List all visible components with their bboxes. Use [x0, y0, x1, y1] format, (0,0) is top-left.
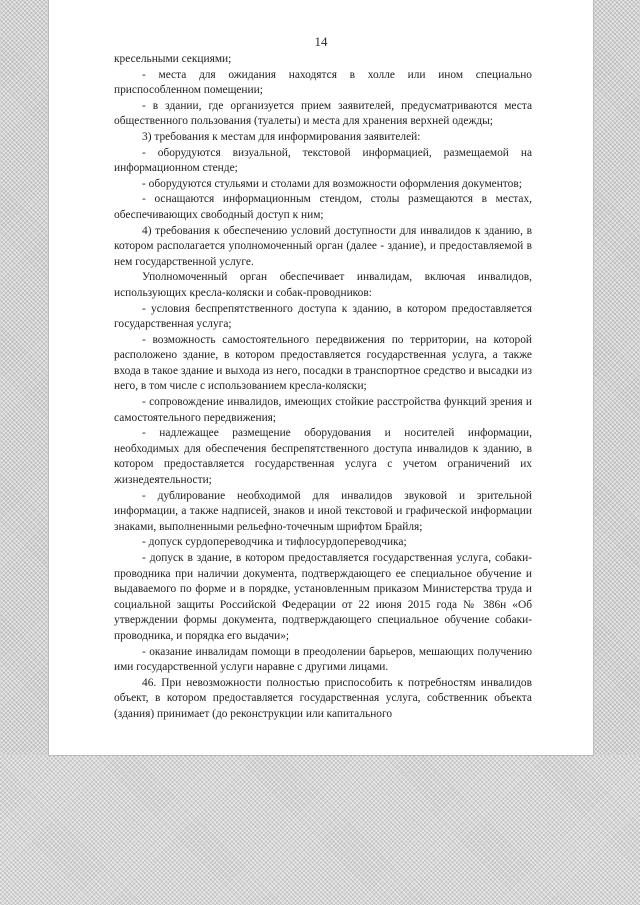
paragraph: 3) требования к местам для информирования заявителей:	[142, 130, 421, 143]
paragraph: - возможность самостоятельного передвижения по территории, на которой расположено здание, в котором предоставляется государственная услуга, а также входа в такое здание и выхода из него, посадки в транспортное средство и высадки из него, в том числе с использованием кресла-коляски;	[114, 333, 532, 393]
paragraph: - допуск в здание, в котором предоставляется государственная услуга, собаки-проводника при наличии документа, подтверждающего ее специальное обучение и выдаваемого по форме и в порядке, установленным приказом Министерства труда и социальной защиты Российской Федерации от 22 июня 2015 года № 386н «Об утверждении формы документа, подтверждающего специальное обучение собаки-проводника, и порядка его выдачи»;	[114, 552, 532, 642]
paragraph: - в здании, где организуется прием заявителей, предусматриваются места общественного пользования (туалеты) и места для хранения верхней одежды;	[114, 99, 532, 128]
paragraph: 46. При невозможности полностью приспособить к потребностям инвалидов объект, в котором предоставляется государственная услуга, собственник объекта (здания) принимает (до реконструкции или капитального	[114, 676, 532, 720]
paragraph: - оказание инвалидам помощи в преодолении барьеров, мешающих получению ими государственной услуги наравне с другими лицами.	[114, 645, 532, 674]
paragraph: - места для ожидания находятся в холле или ином специально приспособленном помещении;	[114, 68, 532, 97]
paragraph: кресельными секциями;	[114, 53, 232, 65]
body-text	[114, 52, 532, 723]
paragraph: Уполномоченный орган обеспечивает инвалидам, включая инвалидов, использующих кресла-коляски и собак-проводников:	[114, 271, 532, 299]
paragraph: 4) требования к обеспечению условий доступности для инвалидов к зданию, в котором располагается уполномоченный орган (далее - здание), и предоставляемой в нем государственной услуге.	[114, 224, 532, 268]
paragraph: - оборудуются визуальной, текстовой информацией, размещаемой на информационном стенде;	[114, 146, 532, 175]
paragraph: - оборудуются стульями и столами для возможности оформления документов;	[142, 177, 522, 190]
paragraph: - допуск сурдопереводчика и тифлосурдопереводчика;	[142, 536, 407, 549]
paragraph: - условия беспрепятственного доступа к зданию, в котором предоставляется государственная услуга;	[114, 302, 532, 331]
paragraph: - дублирование необходимой для инвалидов звуковой и зрительной информации, а также надписей, знаков и иной текстовой и графической информации знаками, выполненными рельефно-точечным шрифтом Брайля;	[114, 489, 532, 533]
paragraph: - оснащаются информационным стендом, столы размещаются в местах, обеспечивающих свободный доступ к ним;	[114, 193, 532, 221]
scan-margin-bottom	[0, 755, 640, 905]
paragraph: - надлежащее размещение оборудования и носителей информации, необходимых для обеспечения беспрепятственного доступа инвалидов к зданию, в котором предоставляется государственная услуга с учетом ограничений их жизнедеятельности;	[114, 427, 532, 487]
paragraph: - сопровождение инвалидов, имеющих стойкие расстройства функций зрения и самостоятельного передвижения;	[114, 396, 532, 424]
document-page	[48, 0, 594, 756]
page-number: 14	[314, 34, 328, 49]
